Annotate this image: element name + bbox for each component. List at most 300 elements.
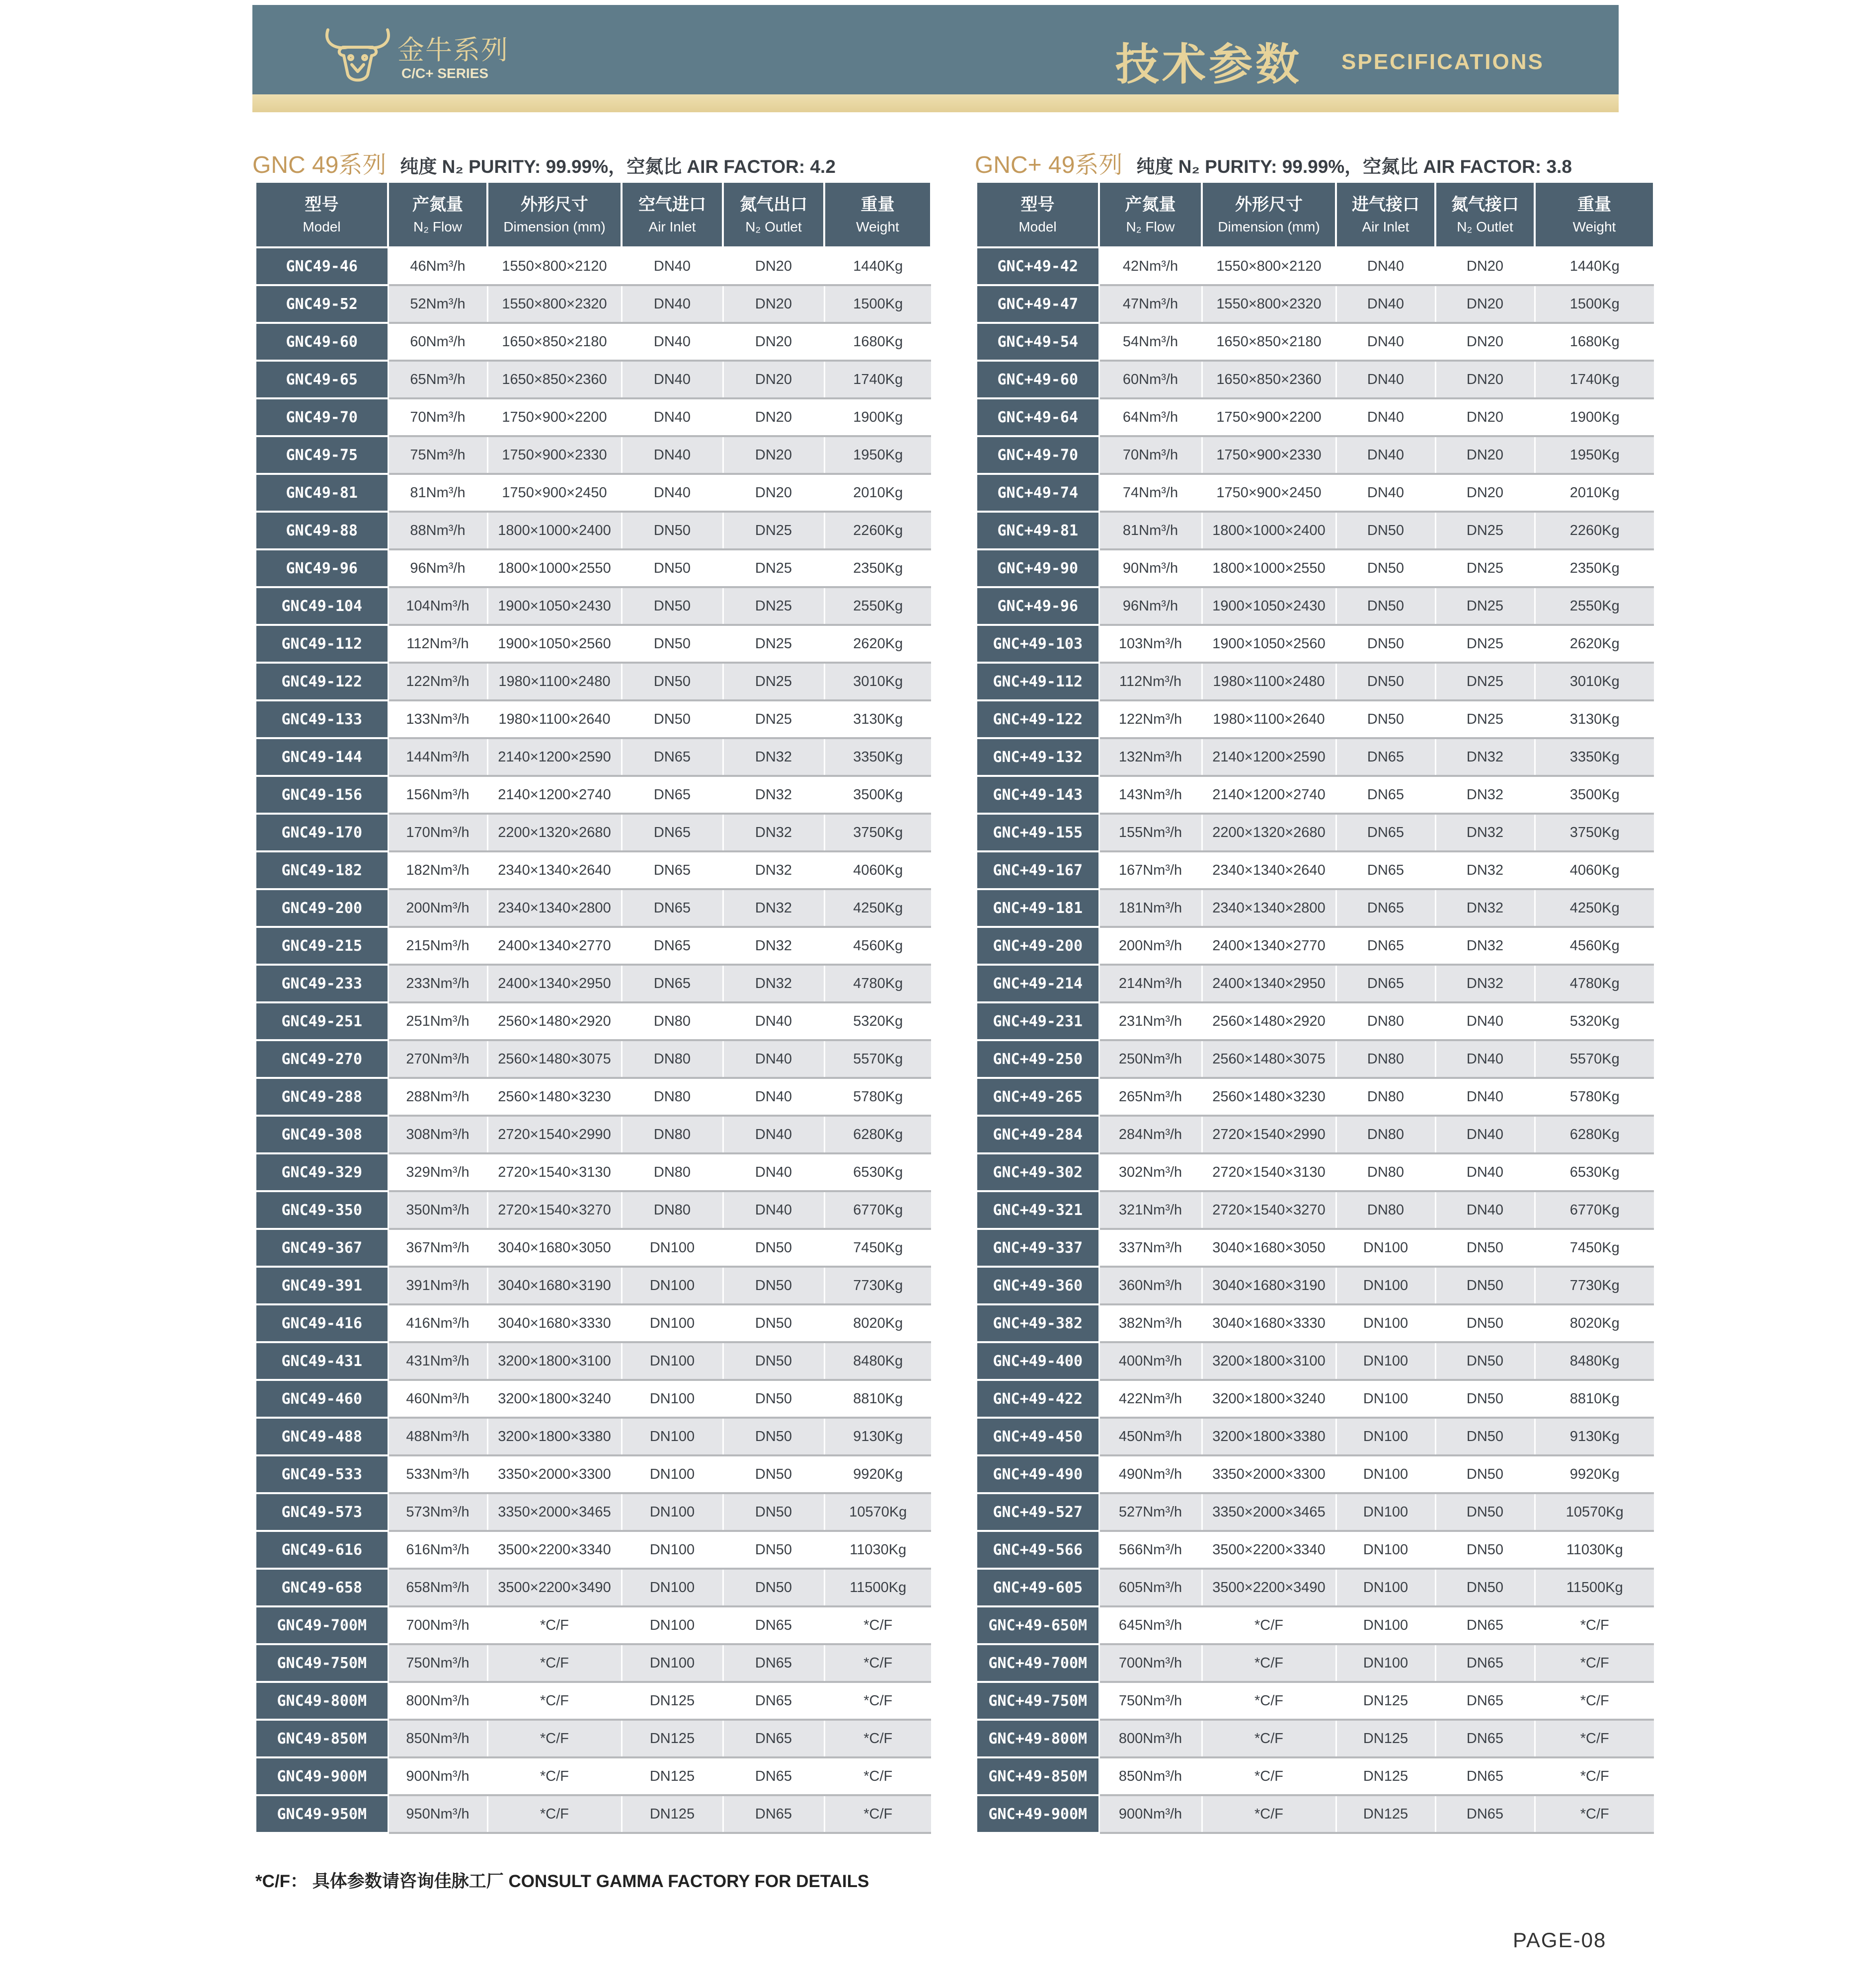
table-row (256, 247, 931, 285)
table-row (256, 1153, 931, 1191)
table-row (256, 1493, 931, 1531)
cell-flow: 360Nm³/h (1099, 1267, 1202, 1304)
column-header-en: N₂ Outlet (745, 219, 802, 234)
table-row (977, 700, 1654, 738)
cell-model: GNC49-700M (256, 1606, 388, 1644)
cell-n2-outlet: DN32 (723, 965, 824, 1002)
cell-dimension: *C/F (487, 1682, 622, 1720)
cell-model: GNC+49-605 (977, 1569, 1099, 1606)
cell-n2-outlet: DN32 (723, 738, 824, 776)
cell-flow: 431Nm³/h (388, 1342, 487, 1380)
table-row (977, 247, 1654, 285)
cell-dimension: 1750×900×2200 (1202, 398, 1336, 436)
column-header-flow (1099, 183, 1202, 247)
cell-model: GNC49-850M (256, 1720, 388, 1757)
table-header-row (256, 183, 931, 247)
left-series-subtitle: 纯度 N₂ PURITY: 99.99%，空氮比 AIR FACTOR: 4.2 (400, 156, 836, 177)
cell-air-inlet: DN125 (622, 1682, 723, 1720)
cell-flow: 155Nm³/h (1099, 814, 1202, 851)
cell-model: GNC+49-337 (977, 1229, 1099, 1267)
cell-weight: 5780Kg (1535, 1078, 1654, 1116)
cell-dimension: 1550×800×2320 (487, 285, 622, 323)
cell-flow: 65Nm³/h (388, 361, 487, 398)
column-header-dimension (487, 183, 622, 247)
cell-flow: 181Nm³/h (1099, 889, 1202, 927)
cell-model: GNC49-52 (256, 285, 388, 323)
cell-weight: 9130Kg (1535, 1418, 1654, 1455)
cell-flow: 233Nm³/h (388, 965, 487, 1002)
table-row (977, 1229, 1654, 1267)
cell-n2-outlet: DN50 (1435, 1304, 1535, 1342)
cell-air-inlet: DN100 (622, 1229, 723, 1267)
cell-weight: 7730Kg (1535, 1267, 1654, 1304)
cell-n2-outlet: DN50 (1435, 1418, 1535, 1455)
cell-air-inlet: DN50 (1336, 587, 1435, 625)
cell-weight: 3750Kg (1535, 814, 1654, 851)
cell-air-inlet: DN125 (1336, 1795, 1435, 1833)
cell-air-inlet: DN80 (622, 1040, 723, 1078)
cell-weight: 4250Kg (824, 889, 931, 927)
table-row (256, 1795, 931, 1833)
cell-air-inlet: DN40 (622, 436, 723, 474)
cell-flow: 122Nm³/h (388, 663, 487, 700)
cell-model: GNC+49-321 (977, 1191, 1099, 1229)
cell-weight: 10570Kg (1535, 1493, 1654, 1531)
cell-dimension: 1980×1100×2640 (487, 700, 622, 738)
cell-dimension: 3200×1800×3240 (1202, 1380, 1336, 1418)
cell-dimension: 3200×1800×3380 (1202, 1418, 1336, 1455)
table-row (256, 1304, 931, 1342)
column-header-flow (388, 183, 487, 247)
cell-flow: 391Nm³/h (388, 1267, 487, 1304)
column-header-cn: 型号 (1020, 195, 1055, 215)
cell-model: GNC+49-143 (977, 776, 1099, 814)
cell-flow: 288Nm³/h (388, 1078, 487, 1116)
cell-model: GNC+49-132 (977, 738, 1099, 776)
cell-air-inlet: DN100 (1336, 1342, 1435, 1380)
cell-weight: 8810Kg (1535, 1380, 1654, 1418)
cell-model: GNC49-233 (256, 965, 388, 1002)
cell-air-inlet: DN100 (1336, 1455, 1435, 1493)
cell-air-inlet: DN80 (622, 1191, 723, 1229)
table-row (977, 1757, 1654, 1795)
cell-air-inlet: DN65 (1336, 814, 1435, 851)
cell-n2-outlet: DN20 (723, 247, 824, 285)
cell-flow: 422Nm³/h (1099, 1380, 1202, 1418)
cell-n2-outlet: DN32 (1435, 814, 1535, 851)
cell-flow: 658Nm³/h (388, 1569, 487, 1606)
table-row (977, 1455, 1654, 1493)
right-section-title (975, 146, 1572, 180)
cell-dimension: 2560×1480×2920 (1202, 1002, 1336, 1040)
footnote: *C/F： 具体参数请咨询佳脉工厂 CONSULT GAMMA FACTORY FOR DETAILS (255, 1872, 869, 1891)
column-header-cn: 重量 (860, 195, 895, 215)
cell-air-inlet: DN50 (1336, 700, 1435, 738)
table-row (977, 851, 1654, 889)
cell-air-inlet: DN65 (1336, 927, 1435, 965)
table-row (256, 1002, 931, 1040)
cell-n2-outlet: DN65 (723, 1644, 824, 1682)
cell-dimension: 2400×1340×2950 (487, 965, 622, 1002)
table-row (977, 1795, 1654, 1833)
cell-dimension: 1550×800×2120 (1202, 247, 1336, 285)
cell-air-inlet: DN40 (622, 285, 723, 323)
cell-dimension: 2400×1340×2770 (487, 927, 622, 965)
cell-air-inlet: DN40 (1336, 474, 1435, 512)
cell-n2-outlet: DN25 (723, 625, 824, 663)
cell-flow: 573Nm³/h (388, 1493, 487, 1531)
cell-model: GNC+49-112 (977, 663, 1099, 700)
cell-dimension: 1980×1100×2480 (487, 663, 622, 700)
cell-dimension: 2720×1540×3130 (1202, 1153, 1336, 1191)
cell-air-inlet: DN50 (622, 700, 723, 738)
cell-model: GNC49-156 (256, 776, 388, 814)
cell-weight: 5320Kg (1535, 1002, 1654, 1040)
cell-model: GNC+49-284 (977, 1116, 1099, 1153)
cell-air-inlet: DN50 (1336, 663, 1435, 700)
table-row (977, 1720, 1654, 1757)
table-row (256, 398, 931, 436)
cell-model: GNC+49-54 (977, 323, 1099, 361)
cell-weight: 1680Kg (1535, 323, 1654, 361)
cell-flow: 70Nm³/h (1099, 436, 1202, 474)
page-number: PAGE-08 (1513, 1928, 1607, 1952)
cell-air-inlet: DN100 (1336, 1493, 1435, 1531)
table-row (977, 1606, 1654, 1644)
cell-n2-outlet: DN50 (1435, 1380, 1535, 1418)
cell-model: GNC+49-850M (977, 1757, 1099, 1795)
cell-air-inlet: DN125 (622, 1720, 723, 1757)
table-row (256, 927, 931, 965)
cell-weight: 3130Kg (824, 700, 931, 738)
cell-model: GNC49-800M (256, 1682, 388, 1720)
cell-dimension: 2340×1340×2640 (1202, 851, 1336, 889)
cell-flow: 490Nm³/h (1099, 1455, 1202, 1493)
cell-model: GNC+49-90 (977, 549, 1099, 587)
cell-air-inlet: DN40 (1336, 398, 1435, 436)
table-row (256, 1531, 931, 1569)
cell-air-inlet: DN40 (1336, 247, 1435, 285)
column-header-en: Model (303, 219, 341, 234)
cell-weight: 2260Kg (824, 512, 931, 549)
cell-n2-outlet: DN32 (723, 927, 824, 965)
cell-model: GNC49-750M (256, 1644, 388, 1682)
table-row (256, 1606, 931, 1644)
cell-model: GNC49-200 (256, 889, 388, 927)
cell-model: GNC+49-490 (977, 1455, 1099, 1493)
cell-flow: 450Nm³/h (1099, 1418, 1202, 1455)
cell-weight: 4560Kg (1535, 927, 1654, 965)
cell-flow: 616Nm³/h (388, 1531, 487, 1569)
column-header-n2-outlet (1435, 183, 1535, 247)
cell-flow: 250Nm³/h (1099, 1040, 1202, 1078)
cell-model: GNC49-122 (256, 663, 388, 700)
cell-weight: 6770Kg (1535, 1191, 1654, 1229)
cell-n2-outlet: DN32 (1435, 738, 1535, 776)
cell-dimension: 2140×1200×2590 (1202, 738, 1336, 776)
cell-n2-outlet: DN65 (723, 1795, 824, 1833)
cell-weight: 1740Kg (1535, 361, 1654, 398)
cell-air-inlet: DN50 (1336, 625, 1435, 663)
cell-dimension: 3040×1680×3050 (1202, 1229, 1336, 1267)
cell-dimension: 1900×1050×2560 (487, 625, 622, 663)
cell-model: GNC49-46 (256, 247, 388, 285)
cell-n2-outlet: DN50 (723, 1342, 824, 1380)
cell-flow: 81Nm³/h (388, 474, 487, 512)
cell-model: GNC+49-450 (977, 1418, 1099, 1455)
cell-air-inlet: DN65 (622, 814, 723, 851)
cell-dimension: 3350×2000×3300 (487, 1455, 622, 1493)
cell-flow: 133Nm³/h (388, 700, 487, 738)
cell-n2-outlet: DN25 (723, 700, 824, 738)
cell-dimension: 1900×1050×2560 (1202, 625, 1336, 663)
cell-flow: 800Nm³/h (388, 1682, 487, 1720)
cell-flow: 270Nm³/h (388, 1040, 487, 1078)
cell-n2-outlet: DN50 (1435, 1267, 1535, 1304)
cell-air-inlet: DN50 (1336, 549, 1435, 587)
cell-model: GNC+49-167 (977, 851, 1099, 889)
cell-air-inlet: DN40 (1336, 285, 1435, 323)
cell-dimension: 1650×850×2360 (487, 361, 622, 398)
bull-head-logo-icon (318, 20, 397, 89)
cell-flow: 950Nm³/h (388, 1795, 487, 1833)
cell-model: GNC+49-650M (977, 1606, 1099, 1644)
table-row (977, 1002, 1654, 1040)
cell-weight: 8810Kg (824, 1380, 931, 1418)
cell-dimension: 3350×2000×3300 (1202, 1455, 1336, 1493)
cell-air-inlet: DN40 (1336, 436, 1435, 474)
table-row (977, 323, 1654, 361)
cell-flow: 46Nm³/h (388, 247, 487, 285)
cell-n2-outlet: DN25 (1435, 663, 1535, 700)
cell-model: GNC49-104 (256, 587, 388, 625)
cell-dimension: 2400×1340×2950 (1202, 965, 1336, 1002)
column-header-model (256, 183, 388, 247)
cell-weight: 6280Kg (824, 1116, 931, 1153)
column-header-en: Air Inlet (648, 219, 696, 234)
cell-flow: 144Nm³/h (388, 738, 487, 776)
cell-flow: 231Nm³/h (1099, 1002, 1202, 1040)
table-row (256, 1720, 931, 1757)
cell-flow: 90Nm³/h (1099, 549, 1202, 587)
column-header-cn: 外形尺寸 (521, 195, 588, 215)
cell-dimension: *C/F (487, 1720, 622, 1757)
table-row (256, 1191, 931, 1229)
cell-dimension: 2560×1480×3075 (1202, 1040, 1336, 1078)
cell-n2-outlet: DN32 (723, 851, 824, 889)
cell-n2-outlet: DN32 (1435, 927, 1535, 965)
cell-model: GNC49-950M (256, 1795, 388, 1833)
cell-air-inlet: DN100 (1336, 1380, 1435, 1418)
cell-weight: 1950Kg (1535, 436, 1654, 474)
cell-weight: 1950Kg (824, 436, 931, 474)
cell-model: GNC49-431 (256, 1342, 388, 1380)
cell-dimension: 3040×1680×3050 (487, 1229, 622, 1267)
cell-dimension: *C/F (1202, 1606, 1336, 1644)
cell-flow: 350Nm³/h (388, 1191, 487, 1229)
cell-model: GNC+49-96 (977, 587, 1099, 625)
cell-n2-outlet: DN50 (723, 1531, 824, 1569)
table-row (977, 1116, 1654, 1153)
table-row (256, 1078, 931, 1116)
cell-weight: 1500Kg (1535, 285, 1654, 323)
cell-weight: *C/F (824, 1644, 931, 1682)
cell-n2-outlet: DN40 (723, 1040, 824, 1078)
cell-flow: 416Nm³/h (388, 1304, 487, 1342)
column-header-en: Model (1018, 219, 1057, 234)
cell-n2-outlet: DN50 (1435, 1455, 1535, 1493)
table-row (977, 1040, 1654, 1078)
cell-dimension: 3040×1680×3330 (487, 1304, 622, 1342)
cell-flow: 156Nm³/h (388, 776, 487, 814)
cell-air-inlet: DN50 (622, 587, 723, 625)
cell-model: GNC49-367 (256, 1229, 388, 1267)
cell-weight: 1680Kg (824, 323, 931, 361)
cell-weight: 2620Kg (824, 625, 931, 663)
page-title-cn: 技术参数 (1115, 39, 1303, 90)
cell-weight: 7450Kg (1535, 1229, 1654, 1267)
column-header-cn: 重量 (1577, 195, 1611, 215)
cell-dimension: 2340×1340×2640 (487, 851, 622, 889)
header-gold-stripe (252, 94, 1619, 112)
cell-dimension: 3040×1680×3190 (487, 1267, 622, 1304)
cell-flow: 81Nm³/h (1099, 512, 1202, 549)
cell-weight: 5780Kg (824, 1078, 931, 1116)
cell-air-inlet: DN100 (622, 1380, 723, 1418)
table-row (256, 587, 931, 625)
column-header-weight (824, 183, 931, 247)
cell-weight: 3130Kg (1535, 700, 1654, 738)
table-row (256, 1455, 931, 1493)
table-row (256, 549, 931, 587)
table-row (256, 474, 931, 512)
cell-n2-outlet: DN20 (723, 323, 824, 361)
column-header-en: Air Inlet (1362, 219, 1409, 234)
cell-flow: 321Nm³/h (1099, 1191, 1202, 1229)
cell-weight: 10570Kg (824, 1493, 931, 1531)
table-row (977, 1267, 1654, 1304)
table-row (977, 436, 1654, 474)
cell-weight: 2620Kg (1535, 625, 1654, 663)
cell-weight: 4780Kg (1535, 965, 1654, 1002)
cell-n2-outlet: DN20 (723, 436, 824, 474)
cell-weight: 6530Kg (824, 1153, 931, 1191)
cell-air-inlet: DN100 (622, 1606, 723, 1644)
table-header-row (977, 183, 1654, 247)
cell-dimension: 1800×1000×2400 (1202, 512, 1336, 549)
table-row (256, 1682, 931, 1720)
cell-air-inlet: DN125 (622, 1795, 723, 1833)
cell-flow: 750Nm³/h (1099, 1682, 1202, 1720)
cell-n2-outlet: DN32 (723, 814, 824, 851)
cell-n2-outlet: DN25 (723, 587, 824, 625)
cell-dimension: 1800×1000×2400 (487, 512, 622, 549)
cell-n2-outlet: DN40 (1435, 1002, 1535, 1040)
table-row (256, 1380, 931, 1418)
cell-flow: 54Nm³/h (1099, 323, 1202, 361)
cell-weight: 11500Kg (824, 1569, 931, 1606)
cell-dimension: 3040×1680×3330 (1202, 1304, 1336, 1342)
cell-flow: 382Nm³/h (1099, 1304, 1202, 1342)
cell-dimension: 3040×1680×3190 (1202, 1267, 1336, 1304)
cell-n2-outlet: DN50 (723, 1304, 824, 1342)
cell-dimension: 3200×1800×3240 (487, 1380, 622, 1418)
column-header-n2-outlet (723, 183, 824, 247)
table-row (256, 625, 931, 663)
table-row (256, 436, 931, 474)
left-section-title (252, 146, 836, 180)
cell-model: GNC49-329 (256, 1153, 388, 1191)
cell-model: GNC49-170 (256, 814, 388, 851)
table-row (977, 663, 1654, 700)
cell-model: GNC49-88 (256, 512, 388, 549)
cell-flow: 200Nm³/h (388, 889, 487, 927)
cell-air-inlet: DN80 (1336, 1153, 1435, 1191)
cell-n2-outlet: DN50 (1435, 1493, 1535, 1531)
cell-n2-outlet: DN40 (723, 1116, 824, 1153)
cell-air-inlet: DN40 (1336, 323, 1435, 361)
table-row (977, 1153, 1654, 1191)
column-header-en: Weight (856, 219, 899, 234)
cell-weight: 2350Kg (824, 549, 931, 587)
cell-dimension: *C/F (1202, 1644, 1336, 1682)
cell-dimension: 3350×2000×3465 (487, 1493, 622, 1531)
cell-model: GNC49-60 (256, 323, 388, 361)
table-row (977, 549, 1654, 587)
cell-flow: 64Nm³/h (1099, 398, 1202, 436)
cell-air-inlet: DN50 (622, 625, 723, 663)
cell-n2-outlet: DN20 (1435, 436, 1535, 474)
cell-flow: 800Nm³/h (1099, 1720, 1202, 1757)
cell-weight: 11500Kg (1535, 1569, 1654, 1606)
cell-dimension: 2200×1320×2680 (487, 814, 622, 851)
cell-weight: 1740Kg (824, 361, 931, 398)
cell-n2-outlet: DN20 (1435, 361, 1535, 398)
cell-air-inlet: DN50 (622, 512, 723, 549)
cell-flow: 337Nm³/h (1099, 1229, 1202, 1267)
table-row (977, 1342, 1654, 1380)
cell-weight: 3350Kg (1535, 738, 1654, 776)
cell-model: GNC+49-103 (977, 625, 1099, 663)
cell-weight: 3010Kg (1535, 663, 1654, 700)
table-row (977, 1569, 1654, 1606)
table-row (256, 1040, 931, 1078)
cell-flow: 527Nm³/h (1099, 1493, 1202, 1531)
cell-flow: 850Nm³/h (1099, 1757, 1202, 1795)
cell-model: GNC49-144 (256, 738, 388, 776)
table-row (256, 738, 931, 776)
cell-flow: 143Nm³/h (1099, 776, 1202, 814)
cell-weight: 7450Kg (824, 1229, 931, 1267)
table-row (256, 1569, 931, 1606)
cell-weight: 2010Kg (824, 474, 931, 512)
cell-flow: 265Nm³/h (1099, 1078, 1202, 1116)
cell-air-inlet: DN100 (1336, 1531, 1435, 1569)
cell-flow: 900Nm³/h (1099, 1795, 1202, 1833)
cell-n2-outlet: DN25 (1435, 700, 1535, 738)
cell-n2-outlet: DN25 (1435, 549, 1535, 587)
table-row (256, 965, 931, 1002)
cell-flow: 52Nm³/h (388, 285, 487, 323)
table-row (977, 927, 1654, 965)
cell-flow: 700Nm³/h (1099, 1644, 1202, 1682)
cell-flow: 605Nm³/h (1099, 1569, 1202, 1606)
table-row (977, 776, 1654, 814)
cell-air-inlet: DN65 (1336, 965, 1435, 1002)
cell-n2-outlet: DN40 (723, 1002, 824, 1040)
cell-dimension: 2560×1480×3075 (487, 1040, 622, 1078)
cell-n2-outlet: DN50 (1435, 1342, 1535, 1380)
